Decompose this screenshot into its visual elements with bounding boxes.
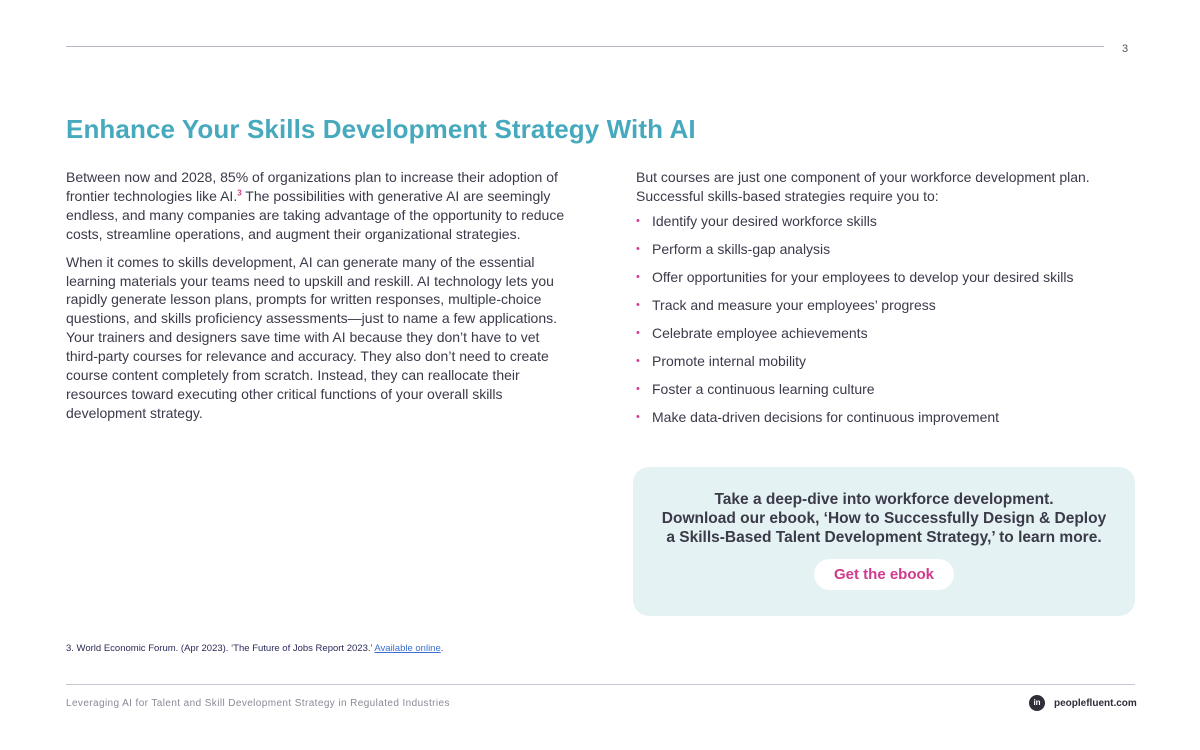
list-item <box>636 240 1136 259</box>
skills-paragraph: When it comes to skills development, AI can generate many of the essential learning materials your teams need to upskill and reskill. AI technology lets you rapidly generate lesson plans, prompts for written responses, multiple-choice questions, and skills proficiency assessments—just to name a few applications. Your trainers and designers save time with AI because they don’t have to vet third-party courses for relevance and accuracy. They also don’t need to create course content completely from scratch. Instead, they can reallocate their resources toward executing other critical functions of your overall skills development strategy. <box>66 253 558 421</box>
callout-text <box>633 490 1135 547</box>
bullet-icon: • <box>636 355 640 368</box>
list-item <box>636 352 1136 371</box>
footnote-ref: 3 <box>237 188 242 198</box>
list-item <box>636 324 1136 343</box>
left-column <box>66 168 566 432</box>
right-column <box>636 168 1136 437</box>
list-item-text: Track and measure your employees’ progress <box>652 297 936 314</box>
list-item-text: Foster a continuous learning culture <box>652 381 875 398</box>
top-divider <box>66 46 1104 47</box>
list-item <box>636 380 1136 399</box>
list-item-text: Celebrate employee achievements <box>652 325 868 342</box>
get-ebook-button[interactable]: Get the ebook <box>814 559 954 590</box>
page-title: Enhance Your Skills Development Strategy With AI <box>66 114 696 144</box>
available-online-link[interactable]: Available online <box>374 643 441 654</box>
list-item-text: Perform a skills-gap analysis <box>652 240 831 257</box>
list-item-text: Promote internal mobility <box>652 353 807 370</box>
footer-document-title: Leveraging AI for Talent and Skill Development Strategy in Regulated Industries <box>66 698 450 709</box>
list-item <box>636 408 1136 427</box>
list-item-text: Offer opportunities for your employees to develop your desired skills <box>652 269 1074 285</box>
list-item <box>636 268 1136 287</box>
footer-divider <box>66 684 1135 685</box>
list-item-text: Make data-driven decisions for continuous improvement <box>652 409 1000 426</box>
linkedin-icon[interactable]: in <box>1029 695 1045 711</box>
footnote <box>66 643 443 654</box>
bullet-icon: • <box>636 383 640 396</box>
strategy-intro: But courses are just one component of your workforce development plan. Successful skills-based strategies require you to: <box>636 169 1090 204</box>
intro-text-part1: Between now and 2028, 85% of organizations plan to increase their adoption of frontier technologies like AI. <box>66 169 558 204</box>
list-item <box>636 212 1136 231</box>
callout-line-2: Download our ebook, ‘How to Successfully Design & Deploy <box>661 510 1107 527</box>
strategy-list <box>636 212 1136 428</box>
list-item <box>636 296 1136 315</box>
bullet-icon: • <box>636 214 640 227</box>
intro-text-part2: The possibilities with generative AI are seemingly endless, and many companies are taking advantage of the opportunity to reduce costs, streamline operations, and augment their organizational strategies. <box>66 187 565 242</box>
bullet-icon: • <box>636 242 640 255</box>
callout-line-1: Take a deep-dive into workforce development. <box>714 491 1054 508</box>
list-item-text: Identify your desired workforce skills <box>652 212 877 229</box>
intro-paragraph <box>66 168 566 244</box>
page-number: 3 <box>1122 43 1129 55</box>
bullet-icon: • <box>636 327 640 340</box>
bullet-icon: • <box>636 411 640 424</box>
ebook-callout <box>633 467 1135 616</box>
callout-line-3: a Skills-Based Talent Development Strategy,’ to learn more. <box>666 529 1102 546</box>
bullet-icon: • <box>636 299 640 312</box>
footnote-text: 3. World Economic Forum. (Apr 2023). ‘The Future of Jobs Report 2023.’ <box>66 643 375 654</box>
footnote-end: . <box>440 643 444 654</box>
site-url[interactable]: peoplefluent.com <box>1054 698 1137 709</box>
bullet-icon: • <box>636 271 640 283</box>
